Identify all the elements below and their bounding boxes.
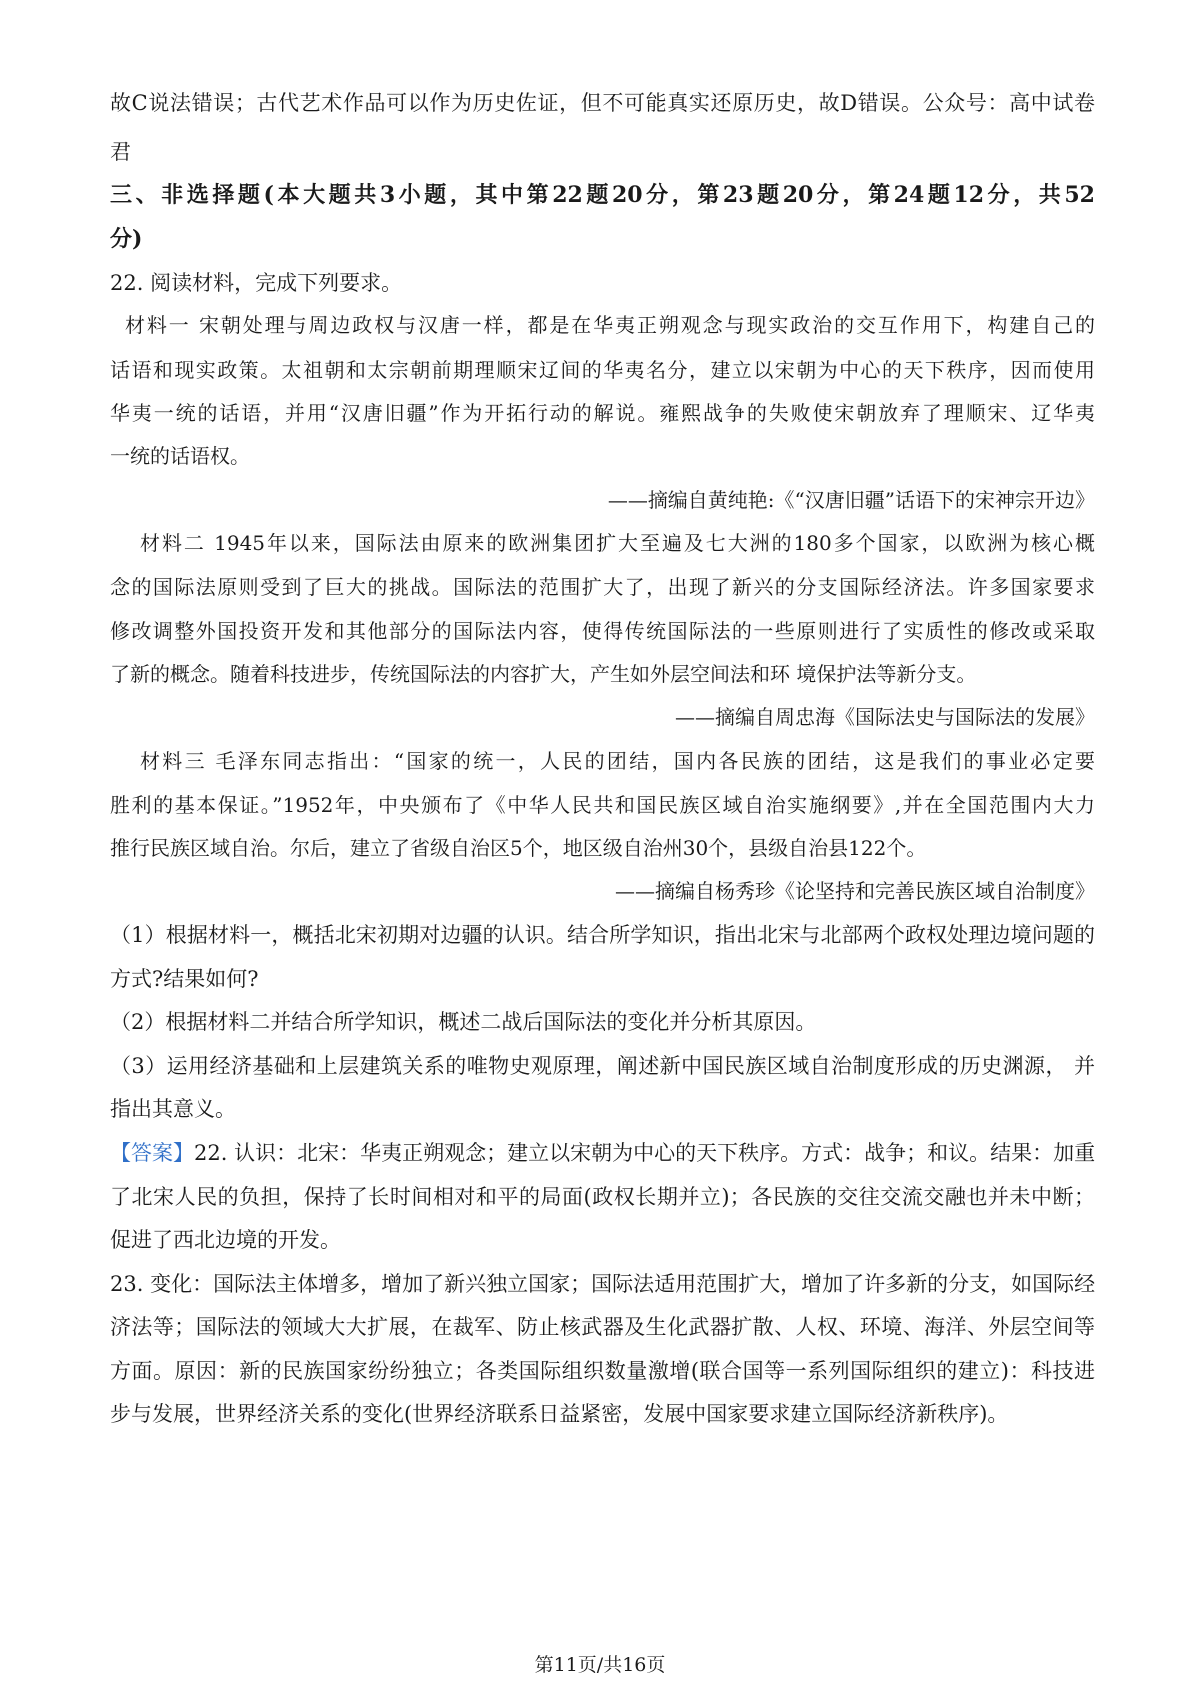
answer-text: 方面。原因：新的民族国家纷纷独立；各类国际组织数量激增(联合国等一系列国际组织的建立)：科技进 <box>110 1359 1095 1383</box>
page-footer: 第11页/共16页 <box>534 1654 666 1676</box>
material-1-text: 材料一 宋朝处理与周边政权与汉唐一样，都是在华夷正朔观念与现实政治的交互作用下，构建自己的 <box>125 313 1095 337</box>
answer-22 <box>110 1138 1095 1168</box>
answer-text: 济法等；国际法的领域大大扩展，在裁军、防止核武器及生化武器扩散、人权、环境、海洋、外层空间等 <box>110 1315 1095 1339</box>
material-1-text: 一统的话语权。 <box>110 444 250 468</box>
question-22-prompt: 22. 阅读材料，完成下列要求。 <box>110 271 403 295</box>
material-3-text: 推行民族区域自治。尔后，建立了省级自治区5个，地区级自治州30个，县级自治县122个。 <box>110 836 927 860</box>
material-1-text: 华夷一统的话语，并用“汉唐旧疆”作为开拓行动的解说。雍熙战争的失败使宋朝放弃了理顺宋、辽华夷 <box>110 401 1095 425</box>
material-1-source: ——摘编自黄纯艳:《“汉唐旧疆”话语下的宋神宗开边》 <box>607 488 1095 512</box>
material-1-text: 话语和现实政策。太祖朝和太宗朝前期理顺宋辽间的华夷名分，建立以宋朝为中心的天下秩序，因而使用 <box>110 358 1095 382</box>
question-part-1: （1）根据材料一，概括北宋初期对边疆的认识。结合所学知识，指出北宋与北部两个政权处理边境问题的 <box>110 923 1095 947</box>
material-2-text: 念的国际法原则受到了巨大的挑战。国际法的范围扩大了，出现了新兴的分支国际经济法。许多国家要求 <box>110 575 1095 599</box>
question-part-2: （2）根据材料二并结合所学知识，概述二战后国际法的变化并分析其原因。 <box>110 1010 817 1034</box>
answer-tag: 【答案】 <box>110 1141 194 1165</box>
section-heading: 三、非选择题(本大题共3小题，其中第22题20分，第23题20分，第24题12分，共52 <box>110 182 1095 208</box>
question-part-1: 方式?结果如何? <box>110 967 259 991</box>
text-line: 故C说法错误；古代艺术作品可以作为历史佐证，但不可能真实还原历史，故D错误。公众号：高中试卷 <box>110 91 1095 115</box>
answer-text: 22. 认识：北宋：华夷正朔观念；建立以宋朝为中心的天下秩序。方式：战争；和议。结果：加重 <box>194 1141 1095 1165</box>
material-2-source: ——摘编自周忠海《国际法史与国际法的发展》 <box>675 705 1095 729</box>
answer-text: 促进了西北边境的开发。 <box>110 1228 341 1252</box>
material-3-text: 胜利的基本保证。”1952年，中央颁布了《中华人民共和国民族区域自治实施纲要》,并在全国范围内大力 <box>110 793 1095 817</box>
material-3-text: 材料三 毛泽东同志指出：“国家的统一，人民的团结，国内各民族的团结，这是我们的事业必定要 <box>140 749 1095 773</box>
answer-text: 了北宋人民的负担，保持了长时间相对和平的局面(政权长期并立)；各民族的交往交流交融也并未中断； <box>110 1185 1095 1209</box>
text-line: 君 <box>110 140 131 164</box>
material-2-text: 修改调整外国投资开发和其他部分的国际法内容，使得传统国际法的一些原则进行了实质性的修改或采取 <box>110 619 1095 643</box>
answer-text: 步与发展，世界经济关系的变化(世界经济联系日益紧密，发展中国家要求建立国际经济新秩序)。 <box>110 1402 1009 1426</box>
material-2-text: 材料二 1945年以来，国际法由原来的欧洲集团扩大至遍及七大洲的180多个国家，以欧洲为核心概 <box>140 531 1095 555</box>
answer-23: 23. 变化：国际法主体增多，增加了新兴独立国家；国际法适用范围扩大，增加了许多新的分支，如国际经 <box>110 1272 1095 1296</box>
material-2-text: 了新的概念。随着科技进步，传统国际法的内容扩大，产生如外层空间法和环 境保护法等新分支。 <box>110 662 977 686</box>
section-heading: 分) <box>110 226 143 252</box>
question-part-3: （3）运用经济基础和上层建筑关系的唯物史观原理，阐述新中国民族区域自治制度形成的历史渊源， 并 <box>110 1054 1095 1078</box>
material-3-source: ——摘编自杨秀珍《论坚持和完善民族区域自治制度》 <box>615 879 1095 903</box>
question-part-3: 指出其意义。 <box>110 1097 236 1121</box>
